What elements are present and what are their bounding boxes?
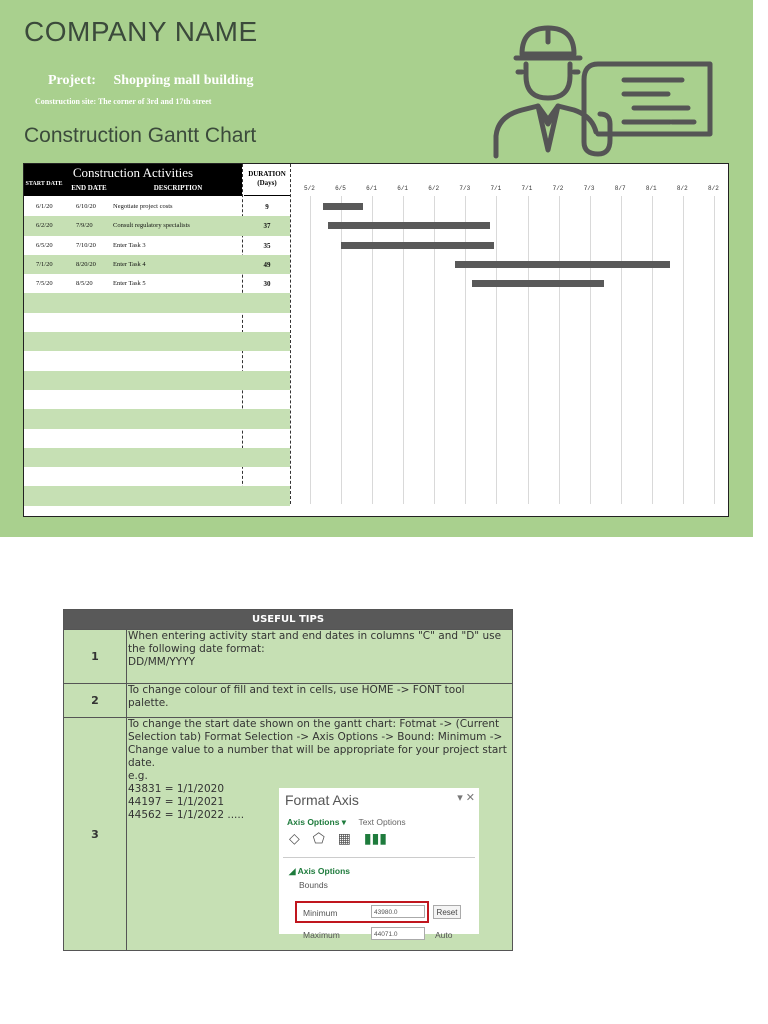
end-date-header: END DATE — [64, 181, 114, 196]
start-date-cell[interactable]: 6/1/20 — [36, 203, 53, 210]
task-row — [24, 236, 290, 255]
axis-tick-label: 5/2 — [304, 185, 315, 192]
pentagon-effects-icon[interactable]: ⬠ — [312, 830, 325, 846]
task-row — [24, 486, 290, 505]
duration-cell[interactable]: 37 — [263, 222, 271, 231]
task-row — [24, 448, 290, 467]
task-row — [24, 429, 290, 448]
tip-text: To change colour of fill and text in cells, use HOME -> FONT tool palette. — [128, 684, 465, 709]
tip-text: When entering activity start and end dates in columns "C" and "D" use the following date format: DD/MM/YYYY — [128, 630, 502, 668]
end-date-cell[interactable]: 7/9/20 — [76, 222, 93, 230]
minimum-label: Minimum — [303, 908, 338, 918]
gridline — [496, 196, 497, 504]
size-properties-icon[interactable]: ▦ — [337, 830, 351, 846]
divider — [283, 857, 475, 858]
tab-text-options[interactable]: Text Options — [358, 817, 406, 827]
format-axis-tabs — [287, 816, 406, 829]
description-cell[interactable]: Negotiate project costs — [113, 203, 173, 210]
task-row — [24, 332, 290, 351]
task-row — [24, 255, 290, 274]
axis-tick-label: 7/3 — [459, 185, 471, 192]
tip-text — [127, 718, 512, 950]
useful-tips-table — [63, 609, 513, 951]
gridline — [528, 196, 529, 504]
gantt-bar[interactable] — [341, 242, 495, 249]
minimum-highlight — [295, 901, 429, 923]
gantt-title: Construction Gantt Chart — [24, 124, 257, 147]
project-name: Shopping mall building — [113, 73, 254, 88]
gantt-chart — [290, 164, 730, 504]
axis-tick-label: 7/2 — [552, 185, 564, 192]
axis-tick-label: 6/1 — [366, 185, 377, 192]
axis-tick-label: 6/1 — [397, 185, 409, 192]
start-date-cell[interactable]: 6/2/20 — [36, 222, 53, 230]
duration-cell[interactable]: 35 — [263, 241, 271, 250]
start-date-cell[interactable]: 7/1/20 — [36, 260, 53, 268]
description-cell[interactable]: Enter Task 5 — [113, 280, 146, 288]
construction-site: Construction site: The corner of 3rd and 17th street — [35, 97, 212, 106]
axis-tick-label: 7/3 — [583, 185, 595, 192]
tab-axis-options[interactable]: Axis Options ▾ — [287, 817, 347, 827]
axis-tick-label: 8/2 — [676, 185, 688, 192]
gridline — [621, 196, 622, 504]
panel-controls[interactable]: ▾ ✕ — [457, 792, 475, 804]
gridline — [310, 196, 311, 504]
maximum-input[interactable]: 44071.0 — [371, 927, 425, 940]
gantt-sheet — [23, 163, 729, 517]
duration-cell[interactable]: 9 — [265, 203, 269, 211]
tip-row — [64, 717, 512, 950]
task-row — [24, 390, 290, 409]
start-date-cell[interactable]: 7/5/20 — [36, 280, 53, 288]
tip-number: 1 — [64, 630, 127, 683]
start-date-header: START DATE — [24, 181, 64, 196]
duration-cell[interactable]: 49 — [263, 260, 271, 269]
axis-options-section[interactable]: ◢ Axis Options — [289, 866, 351, 876]
start-date-cell[interactable]: 6/5/20 — [36, 241, 53, 249]
axis-tick-label: 7/1 — [490, 185, 502, 192]
end-date-cell[interactable]: 6/10/20 — [76, 203, 96, 210]
axis-tick-label: 8/2 — [708, 185, 719, 192]
task-rows — [24, 197, 290, 506]
gridline — [559, 196, 560, 504]
project-line — [48, 73, 254, 89]
axis-tick-label: 7/1 — [521, 185, 533, 192]
task-row — [24, 216, 290, 235]
tip-row — [64, 683, 512, 717]
company-name: COMPANY NAME — [24, 16, 258, 47]
task-row — [24, 313, 290, 332]
tips-header: USEFUL TIPS — [64, 610, 512, 629]
fill-bucket-icon[interactable]: ◇ — [289, 830, 300, 846]
task-row — [24, 467, 290, 486]
activities-header: Construction Activities — [24, 164, 242, 181]
description-header: DESCRIPTION — [114, 181, 242, 196]
gantt-bar[interactable] — [328, 222, 490, 229]
minimum-input[interactable]: 43980.0 — [371, 905, 425, 918]
tip-text-body: To change the start date shown on the gantt chart: Fotmat -> (Current Selection tab) Format Selection -> Axis Options -> Bound: Minimum -> Change value to a number that will be appropriate for your project start date. e.g. 43831 = 1/1/2020 44197 = 1/1/2021 44562 = 1/1/2022 ..... — [128, 718, 507, 821]
description-cell[interactable]: Consult regulatory specialists — [113, 222, 190, 230]
bounds-label: Bounds — [299, 880, 328, 890]
gantt-bar[interactable] — [455, 261, 670, 268]
task-row — [24, 409, 290, 428]
bar-chart-icon[interactable]: ▮▮▮ — [363, 830, 387, 846]
engineer-with-blueprint-icon — [492, 20, 714, 160]
gantt-bar[interactable] — [323, 203, 363, 210]
task-row — [24, 293, 290, 312]
end-date-cell[interactable]: 8/20/20 — [76, 260, 96, 268]
task-row — [24, 351, 290, 370]
tip-number: 2 — [64, 684, 127, 717]
format-icons — [289, 832, 396, 845]
maximum-label: Maximum — [303, 930, 340, 940]
end-date-cell[interactable]: 7/10/20 — [76, 241, 96, 249]
gridline — [652, 196, 653, 504]
axis-tick-label: 8/1 — [645, 185, 657, 192]
gridline — [714, 196, 715, 504]
format-axis-title: Format Axis — [285, 792, 359, 808]
project-label: Project: — [48, 73, 96, 88]
auto-label: Auto — [435, 930, 453, 940]
gridline — [683, 196, 684, 504]
axis-tick-label: 6/2 — [428, 185, 440, 192]
end-date-cell[interactable]: 8/5/20 — [76, 280, 93, 288]
task-row — [24, 197, 290, 216]
duration-cell[interactable]: 30 — [263, 280, 271, 289]
duration-header: DURATION (Days) — [244, 164, 290, 196]
gridline — [590, 196, 591, 504]
gantt-bar[interactable] — [472, 280, 604, 287]
task-row — [24, 371, 290, 390]
axis-tick-label: 8/7 — [614, 185, 626, 192]
reset-button[interactable]: Reset — [433, 905, 461, 919]
axis-tick-label: 6/5 — [335, 185, 346, 192]
description-cell[interactable]: Enter Task 4 — [113, 260, 146, 268]
format-axis-panel — [279, 788, 479, 940]
tip-row — [64, 629, 512, 683]
tip-number: 3 — [64, 718, 127, 950]
description-cell[interactable]: Enter Task 3 — [113, 241, 146, 249]
task-row — [24, 274, 290, 293]
